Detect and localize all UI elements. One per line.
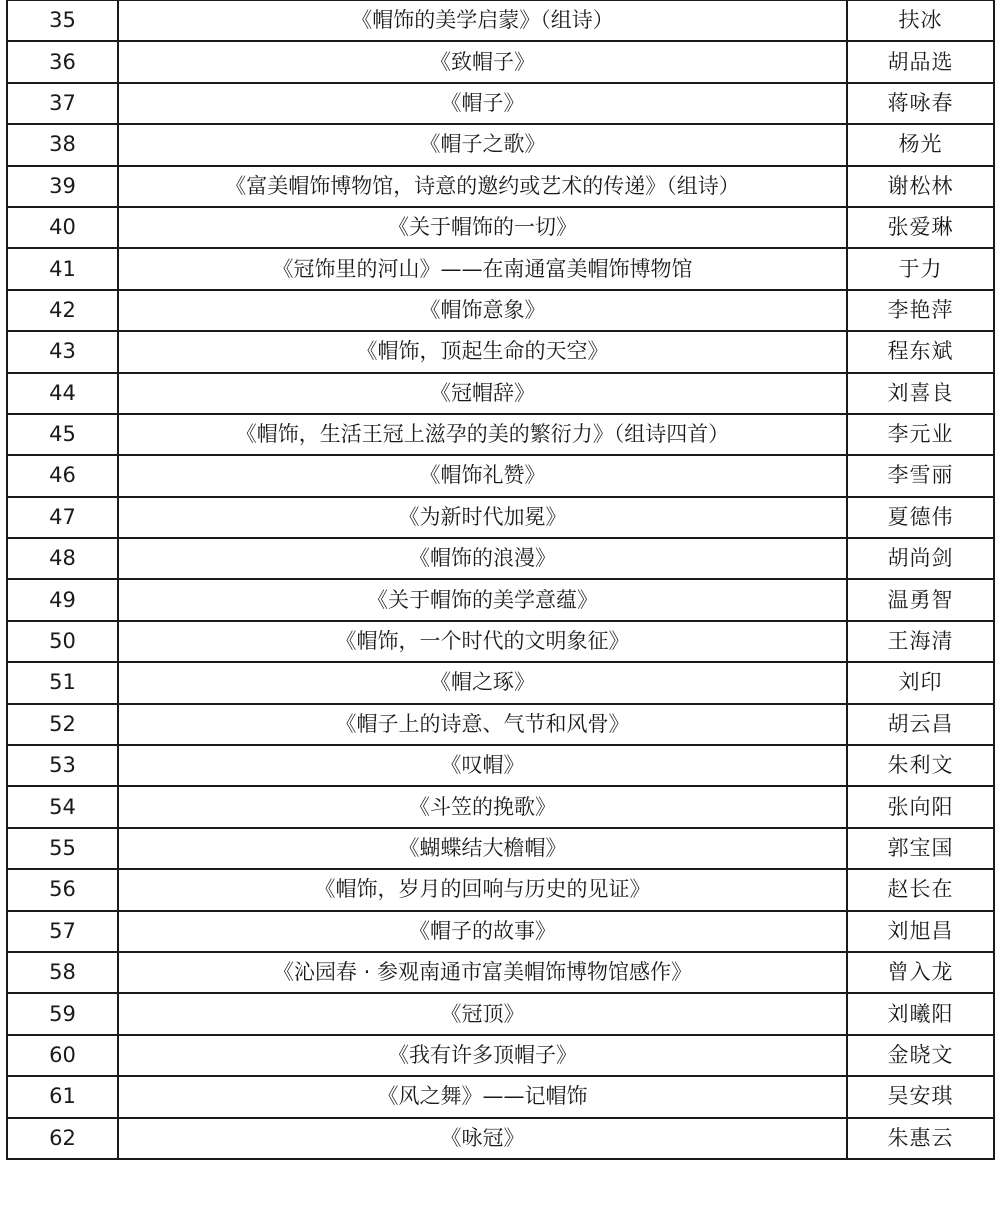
entry-number: 61 [7, 1076, 118, 1117]
entry-author: 程东斌 [847, 331, 994, 372]
entry-title: 《富美帽饰博物馆，诗意的邀约或艺术的传递》（组诗） [118, 166, 847, 207]
table-row [7, 1035, 994, 1076]
table-row [7, 414, 994, 455]
table-row [7, 828, 994, 869]
entry-author: 李艳萍 [847, 290, 994, 331]
entry-title: 《致帽子》 [118, 41, 847, 82]
entries-table [6, 0, 995, 1160]
entry-number: 59 [7, 993, 118, 1034]
table-row [7, 1118, 994, 1159]
table-row [7, 745, 994, 786]
entry-number: 60 [7, 1035, 118, 1076]
entry-number: 36 [7, 41, 118, 82]
entry-title: 《帽饰，一个时代的文明象征》 [118, 621, 847, 662]
entry-number: 49 [7, 579, 118, 620]
entry-author: 金晓文 [847, 1035, 994, 1076]
entry-title: 《斗笠的挽歌》 [118, 786, 847, 827]
entry-number: 40 [7, 207, 118, 248]
entry-number: 39 [7, 166, 118, 207]
entry-title: 《冠帽辞》 [118, 373, 847, 414]
entry-number: 57 [7, 911, 118, 952]
entry-author: 王海清 [847, 621, 994, 662]
entry-title: 《帽饰的浪漫》 [118, 538, 847, 579]
table-row [7, 911, 994, 952]
table-row [7, 1076, 994, 1117]
table-row [7, 41, 994, 82]
entry-title: 《关于帽饰的一切》 [118, 207, 847, 248]
table-row [7, 83, 994, 124]
table-row [7, 124, 994, 165]
entry-title: 《帽子》 [118, 83, 847, 124]
table-row [7, 952, 994, 993]
entry-number: 46 [7, 455, 118, 496]
entry-number: 43 [7, 331, 118, 372]
entry-number: 44 [7, 373, 118, 414]
entry-title: 《帽饰，生活王冠上滋孕的美的繁衍力》（组诗四首） [118, 414, 847, 455]
entry-author: 蒋咏春 [847, 83, 994, 124]
table-row [7, 662, 994, 703]
entry-title: 《帽子上的诗意、气节和风骨》 [118, 704, 847, 745]
entry-number: 38 [7, 124, 118, 165]
entry-author: 于力 [847, 248, 994, 289]
entry-author: 张爱琳 [847, 207, 994, 248]
entry-title: 《帽子的故事》 [118, 911, 847, 952]
entry-number: 50 [7, 621, 118, 662]
entry-author: 杨光 [847, 124, 994, 165]
table-row [7, 331, 994, 372]
table-row [7, 166, 994, 207]
table-row [7, 0, 994, 41]
entry-title: 《为新时代加冕》 [118, 497, 847, 538]
table-row [7, 497, 994, 538]
entry-title: 《帽饰，顶起生命的天空》 [118, 331, 847, 372]
entry-number: 53 [7, 745, 118, 786]
entry-author: 朱惠云 [847, 1118, 994, 1159]
entry-author: 李元业 [847, 414, 994, 455]
entry-author: 胡尚剑 [847, 538, 994, 579]
entry-author: 刘旭昌 [847, 911, 994, 952]
entry-number: 42 [7, 290, 118, 331]
entry-number: 54 [7, 786, 118, 827]
entry-author: 李雪丽 [847, 455, 994, 496]
entry-number: 45 [7, 414, 118, 455]
entry-title: 《帽之琢》 [118, 662, 847, 703]
entry-author: 温勇智 [847, 579, 994, 620]
entry-author: 赵长在 [847, 869, 994, 910]
entry-title: 《关于帽饰的美学意蕴》 [118, 579, 847, 620]
entry-author: 胡品选 [847, 41, 994, 82]
entry-title: 《蝴蝶结大檐帽》 [118, 828, 847, 869]
entry-author: 刘印 [847, 662, 994, 703]
entry-title: 《帽饰礼赞》 [118, 455, 847, 496]
table-row [7, 621, 994, 662]
entry-number: 41 [7, 248, 118, 289]
entry-number: 37 [7, 83, 118, 124]
entry-author: 朱利文 [847, 745, 994, 786]
table-row [7, 207, 994, 248]
entry-author: 谢松林 [847, 166, 994, 207]
table-row [7, 538, 994, 579]
entry-number: 58 [7, 952, 118, 993]
table-row [7, 373, 994, 414]
entry-number: 48 [7, 538, 118, 579]
entry-author: 吴安琪 [847, 1076, 994, 1117]
entry-title: 《帽子之歌》 [118, 124, 847, 165]
entry-title: 《帽饰，岁月的回响与历史的见证》 [118, 869, 847, 910]
table-row [7, 786, 994, 827]
entry-author: 张向阳 [847, 786, 994, 827]
table-row [7, 455, 994, 496]
table-row [7, 869, 994, 910]
entry-number: 52 [7, 704, 118, 745]
entries-table-body [7, 0, 994, 1159]
table-row [7, 290, 994, 331]
entry-number: 51 [7, 662, 118, 703]
entry-number: 47 [7, 497, 118, 538]
entry-number: 55 [7, 828, 118, 869]
entry-title: 《咏冠》 [118, 1118, 847, 1159]
table-row [7, 704, 994, 745]
entry-number: 35 [7, 0, 118, 41]
entry-author: 胡云昌 [847, 704, 994, 745]
table-row [7, 248, 994, 289]
entry-author: 曾入龙 [847, 952, 994, 993]
entry-number: 56 [7, 869, 118, 910]
entry-title: 《帽饰的美学启蒙》（组诗） [118, 0, 847, 41]
entry-author: 夏德伟 [847, 497, 994, 538]
entry-title: 《风之舞》——记帽饰 [118, 1076, 847, 1117]
entry-title: 《冠饰里的河山》——在南通富美帽饰博物馆 [118, 248, 847, 289]
entry-title: 《冠顶》 [118, 993, 847, 1034]
entry-title: 《帽饰意象》 [118, 290, 847, 331]
table-row [7, 579, 994, 620]
entry-title: 《我有许多顶帽子》 [118, 1035, 847, 1076]
entry-author: 刘喜良 [847, 373, 994, 414]
table-row [7, 993, 994, 1034]
entry-title: 《叹帽》 [118, 745, 847, 786]
entry-author: 郭宝国 [847, 828, 994, 869]
entry-number: 62 [7, 1118, 118, 1159]
entry-title: 《沁园春 · 参观南通市富美帽饰博物馆感作》 [118, 952, 847, 993]
entry-author: 扶冰 [847, 0, 994, 41]
entry-author: 刘曦阳 [847, 993, 994, 1034]
